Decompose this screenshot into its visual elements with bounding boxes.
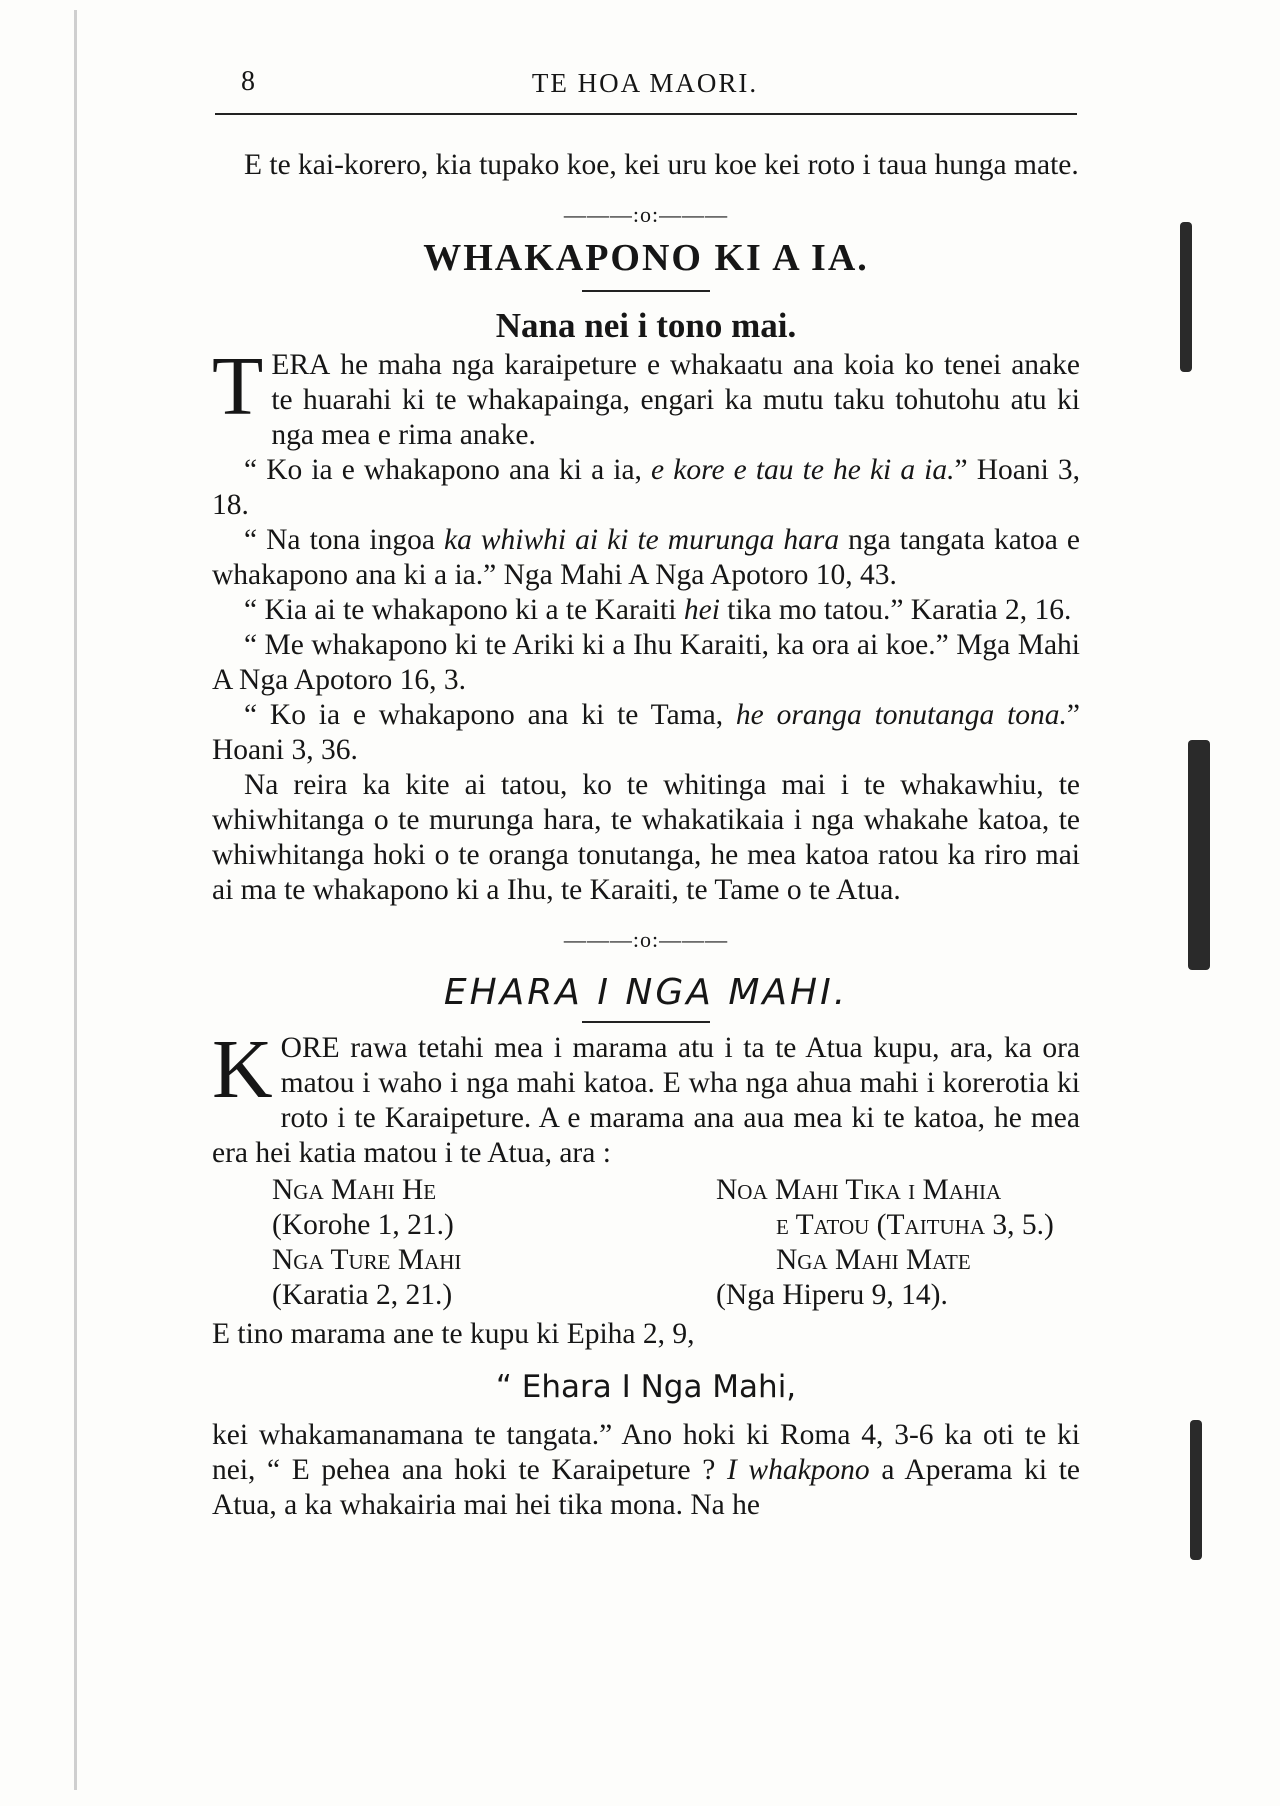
lead-word: ORE	[280, 1032, 340, 1064]
works-item: Noa Mahi Tika i Mahia	[716, 1174, 1002, 1206]
works-reference: e Tatou (Taituha 3, 5.)	[776, 1209, 1054, 1241]
separator: ———:o:———	[563, 202, 729, 227]
verse-line: “ Kia ai te whakapono ki a te Karaiti hei tika mo tatou.” Karatia 2, 16.	[244, 594, 1072, 626]
section2-closing-paragraph: kei whakamanamana te tangata.” Ano hoki ki Roma 4, 3-6 ka oti te ki nei, “ E pehea ana hoki te Karaipeture ? I whakpono a Aperama ki te Atua, a ka whakairia mai hei tika mona. Na he	[212, 1419, 1081, 1521]
verse-line: “ Na tona ingoa ka whiwhi ai ki te murunga hara nga tangata katoa e whakapono ana ki a ia.” Nga Mahi A Nga Apotoro 10, 43.	[212, 524, 1080, 591]
running-title: TE HOA MAORI.	[531, 68, 759, 98]
lead-word: ERA	[271, 349, 331, 381]
margin-artifact	[1190, 1420, 1202, 1560]
section1-closing-paragraph: Na reira ka kite ai tatou, ko te whitinga mai i te whakawhiu, te whiwhitanga o te murunga hara, te whakatikaia i nga whakahe katoa, te whiwhitanga hoki o te oranga tonutanga, he mea katoa ratou ka riro mai ai ma te whakapono ki a Ihu, te Karaiti, te Tame o te Atua.	[212, 769, 1080, 906]
section1-opening-paragraph: TERA he maha nga karaipeture e whakaatu ana koia ko tenei anake te huarahi ki te whakapainga, engari ka mutu taku tohutohu atu ki nga mea e rima anake.	[212, 340, 1080, 451]
section2-opening-paragraph: KORE rawa tetahi mea i marama atu i ta te Atua kupu, ara, ka ora matou i waho i nga mahi katoa. E wha nga ahua mahi i korerotia ki roto i te Karaipeture. A e marama ana aua mea ki te katoa, he mea era hei katia matou i te Atua, ara :	[212, 1023, 1080, 1169]
works-column-left	[212, 1173, 626, 1313]
separator: ———:o:———	[563, 927, 729, 952]
section-rule	[582, 1021, 710, 1023]
works-item: Nga Mahi He	[272, 1174, 437, 1206]
epiha-line: E tino marama ane te kupu ki Epiha 2, 9,	[212, 1318, 695, 1350]
page-number: 8	[241, 66, 255, 97]
section-title-ehara: EHARA I NGA MAHI.	[443, 972, 849, 1013]
section-title-whakapono: WHAKAPONO KI A IA.	[423, 237, 869, 279]
works-item: Nga Mahi Mate	[776, 1244, 971, 1276]
binding-edge	[74, 10, 77, 1790]
verse-line: “ Ko ia e whakapono ana ki a ia, e kore e tau te he ki a ia.” Hoani 3, 18.	[212, 454, 1081, 521]
drop-cap: T	[212, 340, 264, 433]
page-body	[212, 148, 1080, 1523]
drop-cap: K	[212, 1023, 273, 1116]
header-rule	[215, 113, 1077, 115]
section-rule	[582, 290, 710, 292]
works-reference: (Korohe 1, 21.)	[272, 1209, 454, 1241]
page-header	[215, 66, 1075, 106]
quote-heading: “ Ehara I Nga Mahi,	[495, 1369, 797, 1405]
works-column-right	[666, 1173, 1080, 1313]
margin-artifact	[1188, 740, 1210, 970]
verse-line: “ Me whakapono ki te Ariki ki a Ihu Karaiti, ka ora ai koe.” Mga Mahi A Nga Apotoro 16, 3.	[212, 629, 1080, 696]
works-item: Nga Ture Mahi	[272, 1244, 462, 1276]
margin-artifact	[1180, 222, 1192, 372]
section-subtitle: Nana nei i tono mai.	[495, 306, 797, 345]
works-reference: (Karatia 2, 21.)	[272, 1279, 453, 1311]
verse-line: “ Ko ia e whakapono ana ki te Tama, he oranga tonutanga tona.” Hoani 3, 36.	[212, 699, 1080, 766]
intro-paragraph: E te kai-korero, kia tupako koe, kei uru koe kei roto i taua hunga mate.	[244, 149, 1079, 181]
works-reference: (Nga Hiperu 9, 14).	[716, 1279, 948, 1311]
works-list	[212, 1173, 1080, 1313]
